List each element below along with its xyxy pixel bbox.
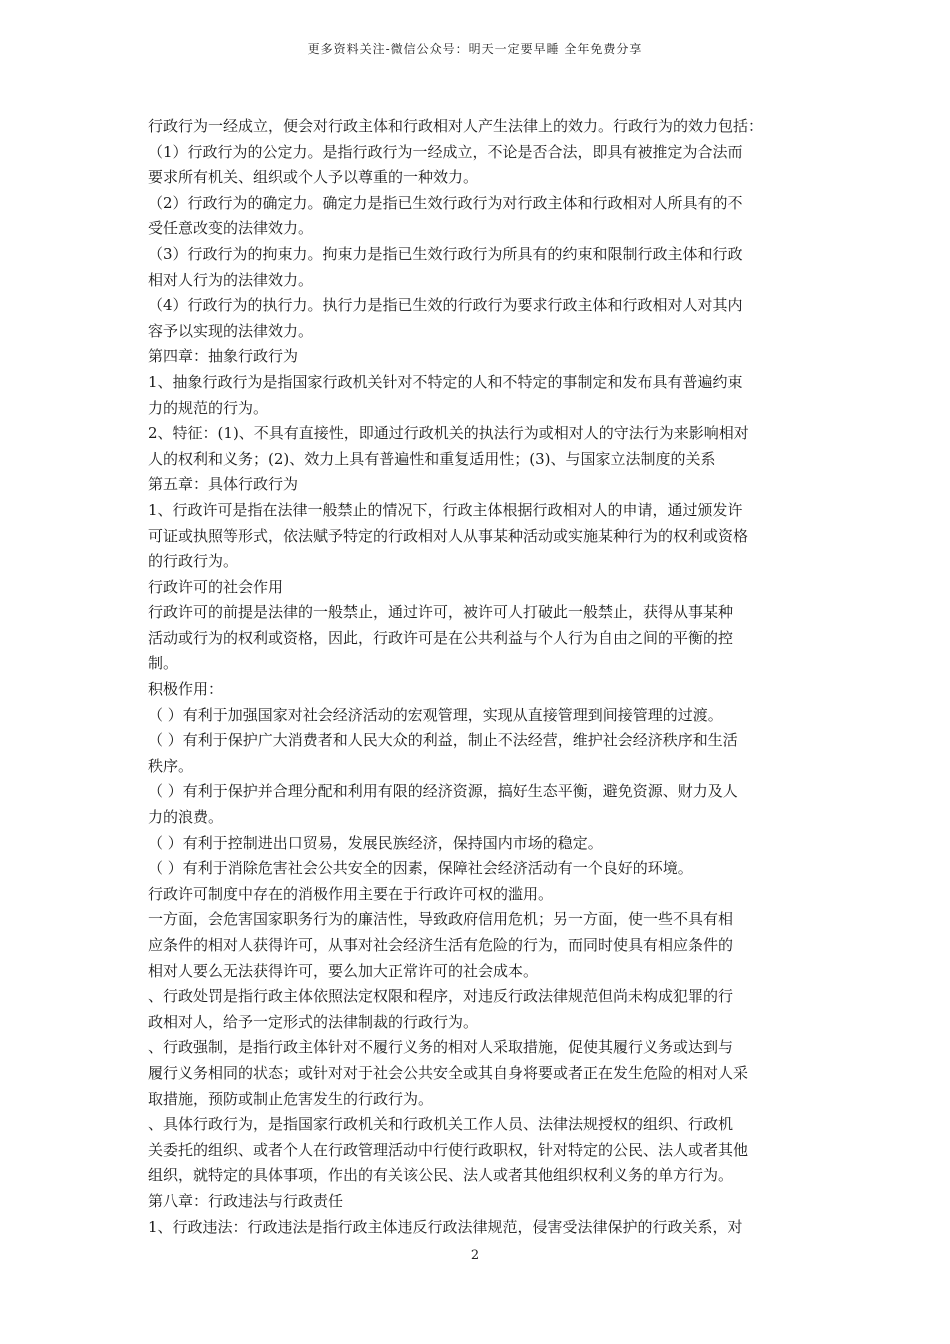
text-line: 1、抽象行政行为是指国家行政机关针对不特定的人和不特定的事制定和发布具有普遍约束 [148, 372, 743, 391]
text-line: 人的权利和义务；(2)、效力上具有普遍性和重复适用性；(3)、与国家立法制度的关系 [148, 449, 716, 468]
text-line: 第八章：行政违法与行政责任 [148, 1191, 344, 1210]
text-line: 一方面，会危害国家职务行为的廉洁性，导致政府信用危机；另一方面，使一些不具有相 [148, 910, 734, 929]
text-line: 力的规范的行为。 [148, 398, 269, 417]
document-body [148, 114, 808, 1240]
text-line: 积极作用： [148, 680, 224, 699]
text-line: 要求所有机关、组织或个人予以尊重的一种效力。 [148, 168, 479, 187]
text-line: 力的浪费。 [148, 808, 224, 827]
page-header: 更多资料关注-微信公众号：明天一定要早睡 全年免费分享 [307, 42, 643, 56]
text-line: 政相对人，给予一定形式的法律制裁的行政行为。 [148, 1012, 479, 1031]
text-line: （ ）有利于保护广大消费者和人民大众的利益，制止不法经营，维护社会经济秩序和生活 [148, 731, 738, 750]
text-line: 、具体行政行为，是指国家行政机关和行政机关工作人员、法律法规授权的组织、行政机 [148, 1115, 734, 1134]
text-line: 行政许可制度中存在的消极作用主要在于行政许可权的滥用。 [148, 884, 554, 903]
text-line: 第四章：抽象行政行为 [148, 347, 299, 366]
text-line: 容予以实现的法律效力。 [148, 321, 314, 340]
text-line: 相对人要么无法获得许可，要么加大正常许可的社会成本。 [148, 961, 539, 980]
text-line: （1）行政行为的公定力。是指行政行为一经成立，不论是否合法，即具有被推定为合法而 [148, 142, 743, 161]
text-line: 可证或执照等形式，依法赋予特定的行政相对人从事某种活动或实施某种行为的权利或资格 [148, 526, 749, 545]
text-line: 1、行政违法：行政违法是指行政主体违反行政法律规范，侵害受法律保护的行政关系，对 [148, 1217, 743, 1236]
text-line: 2、特征：(1)、不具有直接性，即通过行政机关的执法行为或相对人的守法行为来影响相对 [148, 424, 749, 443]
text-line: 相对人行为的法律效力。 [148, 270, 314, 289]
text-line: （3）行政行为的拘束力。拘束力是指已生效行政行为所具有的约束和限制行政主体和行政 [148, 244, 743, 263]
text-line: 、行政处罚是指行政主体依照法定权限和程序，对违反行政法律规范但尚未构成犯罪的行 [148, 987, 734, 1006]
text-line: 活动或行为的权利或资格，因此，行政许可是在公共利益与个人行为自由之间的平衡的控 [148, 628, 734, 647]
text-line: 第五章：具体行政行为 [148, 475, 299, 494]
page-number: 2 [470, 1248, 480, 1263]
text-line: 组织，就特定的具体事项，作出的有关该公民、法人或者其他组织权利义务的单方行为。 [148, 1166, 734, 1185]
text-line: 履行义务相同的状态；或针对对于社会公共安全或其自身将要或者正在发生危险的相对人采 [148, 1063, 749, 1082]
text-line: 、行政强制，是指行政主体针对不履行义务的相对人采取措施，促使其履行义务或达到与 [148, 1038, 734, 1057]
text-line: 关委托的组织、或者个人在行政管理活动中行使行政职权，针对特定的公民、法人或者其他 [148, 1140, 749, 1159]
text-line: 的行政行为。 [148, 552, 239, 571]
text-line: （2）行政行为的确定力。确定力是指已生效行政行为对行政主体和行政相对人所具有的不 [148, 193, 743, 212]
text-line: 秩序。 [148, 756, 194, 775]
text-line: 行政许可的前提是法律的一般禁止，通过许可，被许可人打破此一般禁止，获得从事某种 [148, 603, 734, 622]
text-line: （ ）有利于保护并合理分配和利用有限的经济资源，搞好生态平衡，避免资源、财力及人 [148, 782, 738, 801]
text-line: （ ）有利于控制进出口贸易，发展民族经济，保持国内市场的稳定。 [148, 833, 603, 852]
text-line: 行政许可的社会作用 [148, 577, 284, 596]
text-line: 取措施，预防或制止危害发生的行政行为。 [148, 1089, 434, 1108]
text-line: 受任意改变的法律效力。 [148, 219, 314, 238]
text-line: （4）行政行为的执行力。执行力是指已生效的行政行为要求行政主体和行政相对人对其内 [148, 296, 743, 315]
text-line: （ ）有利于消除危害社会公共安全的因素，保障社会经济活动有一个良好的环境。 [148, 859, 693, 878]
text-line: 行政行为一经成立，便会对行政主体和行政相对人产生法律上的效力。行政行为的效力包括： [148, 117, 764, 135]
text-line: （ ）有利于加强国家对社会经济活动的宏观管理，实现从直接管理到间接管理的过渡。 [148, 705, 723, 724]
text-line: 应条件的相对人获得许可，从事对社会经济生活有危险的行为，而同时使具有相应条件的 [148, 936, 734, 954]
text-line: 制。 [148, 654, 179, 673]
text-line: 1、行政许可是指在法律一般禁止的情况下，行政主体根据行政相对人的申请，通过颁发许 [148, 500, 743, 519]
